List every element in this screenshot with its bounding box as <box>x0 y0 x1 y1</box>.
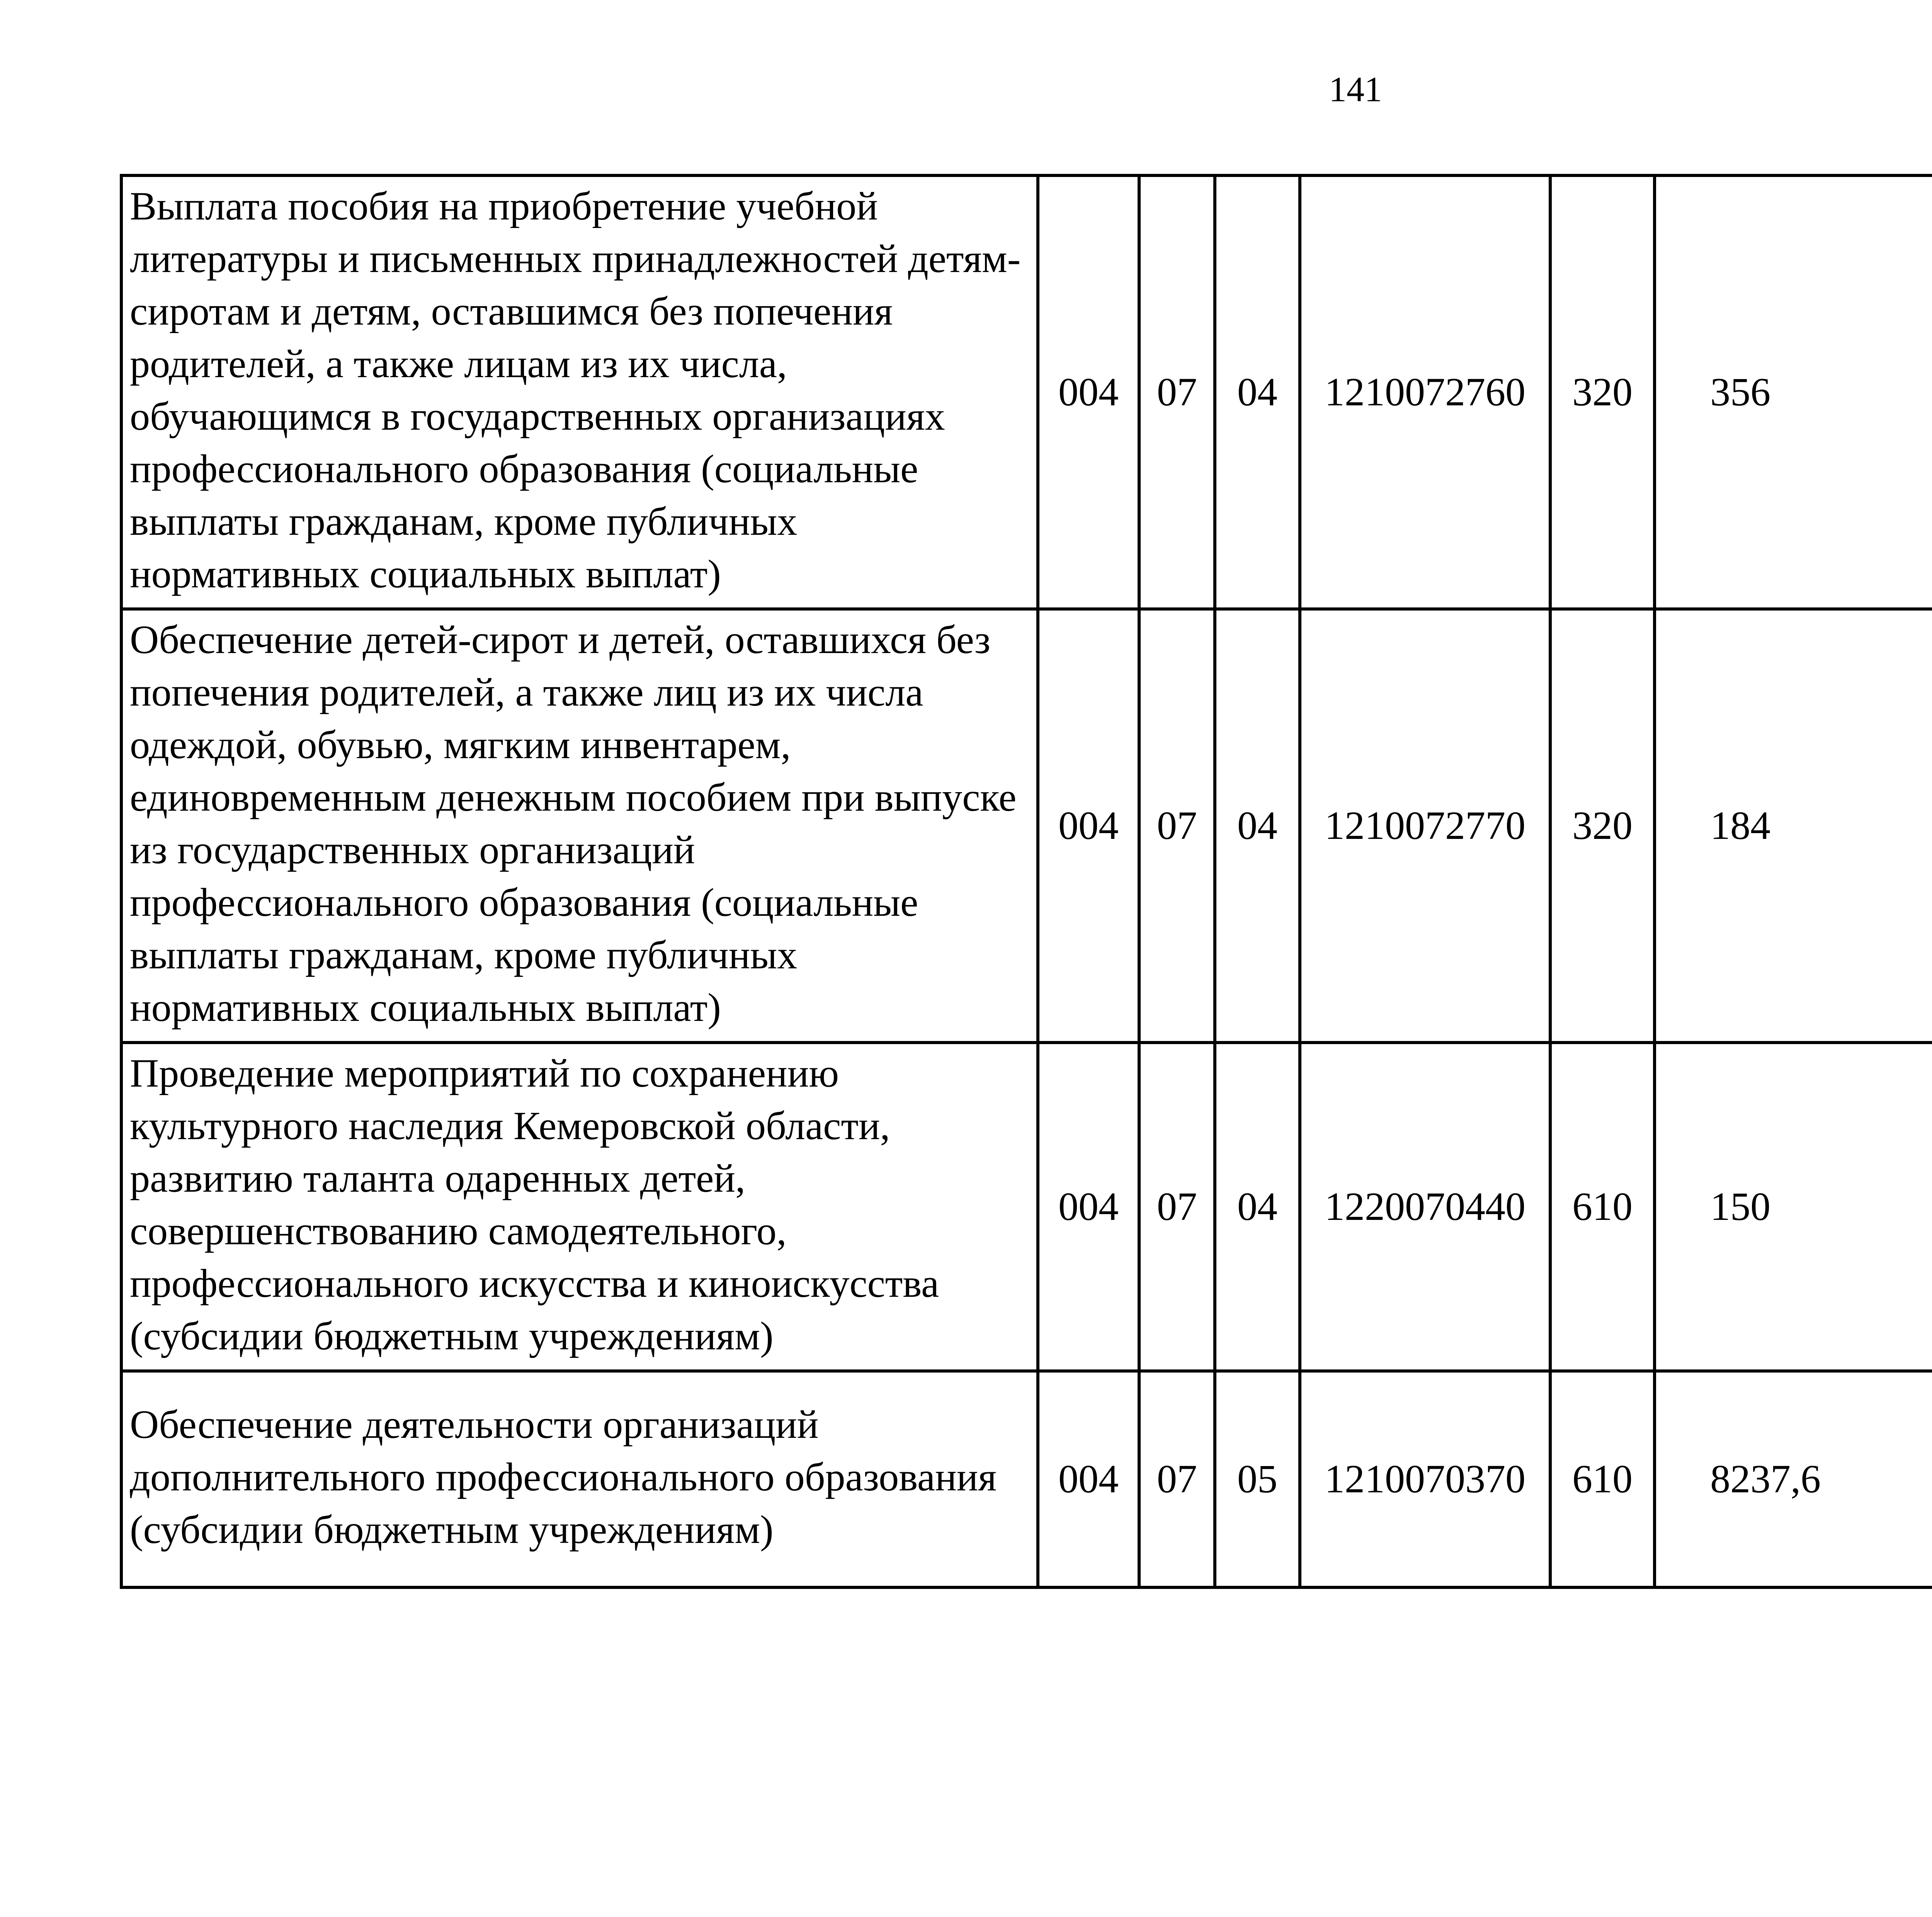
expense-type-code: 610 <box>1550 1043 1655 1371</box>
target-article-code: 1210072760 <box>1300 175 1550 609</box>
row-description: Проведение мероприятий по сохранению культурного наследия Кемеровской области, развитию таланта одаренных детей, совершенствованию самодеятельного, профессионального искусства и киноискусства (субсидии бюджетным учреждениям) <box>121 1043 1038 1371</box>
subsection-code: 05 <box>1215 1371 1300 1587</box>
section-code: 07 <box>1139 1371 1215 1587</box>
budget-table <box>120 174 1932 1589</box>
target-article-code: 1210072770 <box>1300 609 1550 1043</box>
table-row <box>121 1371 1932 1587</box>
ministry-code: 004 <box>1038 609 1139 1043</box>
subsection-code: 04 <box>1215 609 1300 1043</box>
amount-year-1: 8237,6 <box>1655 1371 1932 1587</box>
ministry-code: 004 <box>1038 1043 1139 1371</box>
section-code: 07 <box>1139 1043 1215 1371</box>
ministry-code: 004 <box>1038 1371 1139 1587</box>
amount-year-1: 356 <box>1655 175 1932 609</box>
target-article-code: 1210070370 <box>1300 1371 1550 1587</box>
expense-type-code: 610 <box>1550 1371 1655 1587</box>
page-number: 141 <box>1329 70 1382 109</box>
section-code: 07 <box>1139 609 1215 1043</box>
table-row <box>121 609 1932 1043</box>
expense-type-code: 320 <box>1550 175 1655 609</box>
expense-type-code: 320 <box>1550 609 1655 1043</box>
subsection-code: 04 <box>1215 175 1300 609</box>
ministry-code: 004 <box>1038 175 1139 609</box>
target-article-code: 1220070440 <box>1300 1043 1550 1371</box>
table-row <box>121 1043 1932 1371</box>
row-description: Обеспечение деятельности организаций дополнительного профессионального образования (субсидии бюджетным учреждениям) <box>121 1371 1038 1587</box>
row-description: Обеспечение детей-сирот и детей, оставшихся без попечения родителей, а также лиц из их числа одеждой, обувью, мягким инвентарем, единовременным денежным пособием при выпуске из государственных организаций профессионального образования (социальные выплаты гражданам, кроме публичных нормативных социальных выплат) <box>121 609 1038 1043</box>
section-code: 07 <box>1139 175 1215 609</box>
row-description: Выплата пособия на приобретение учебной литературы и письменных принадлежностей детям-сиротам и детям, оставшимся без попечения родителей, а также лицам из их числа, обучающимся в государственных организациях профессионального образования (социальные выплаты гражданам, кроме публичных нормативных социальных выплат) <box>121 175 1038 609</box>
amount-year-1: 184 <box>1655 609 1932 1043</box>
table-row <box>121 175 1932 609</box>
amount-year-1: 150 <box>1655 1043 1932 1371</box>
subsection-code: 04 <box>1215 1043 1300 1371</box>
